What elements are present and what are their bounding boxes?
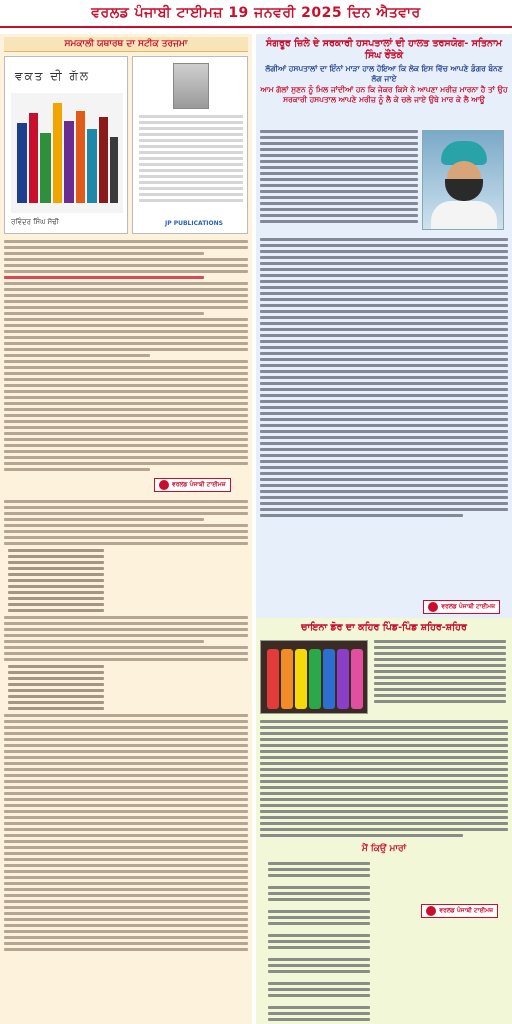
china-dor-text-intro — [374, 640, 506, 706]
china-dor-headline: ਚਾਇਨਾ ਡੋਰ ਦਾ ਕਹਿਰ ਪਿੰਡ-ਪਿੰਡ ਸ਼ਹਿਰ-ਸ਼ਹਿਰ — [301, 622, 467, 633]
left-column — [0, 34, 252, 1024]
badge-text: ਵਰਲਡ ਪੰਜਾਬੀ ਟਾਈਮਜ਼ — [439, 907, 493, 914]
masthead-title: ਵਰਲਡ ਪੰਜਾਬੀ ਟਾਈਮਜ਼ 19 ਜਨਵਰੀ 2025 ਦਿਨ ਐਤਵਾਰ — [91, 5, 421, 21]
hospital-text-body — [260, 238, 508, 520]
badge-text: ਵਰਲਡ ਪੰਜਾਬੀ ਟਾਈਮਜ਼ — [441, 603, 495, 610]
hospital-headline: ਸੰਗਰੂਰ ਜ਼ਿਲੇ ਦੇ ਸਰਕਾਰੀ ਹਸਪਤਾਲਾਂ ਦੀ ਹਾਲਤ ਤਰਸਯੋਗ- ਸਤਿਨਾਮ ਸਿੰਘ ਰੌਂਤੇਕੇ — [266, 38, 502, 61]
poem-badge — [421, 904, 498, 918]
left-article-text-3 — [4, 616, 248, 661]
logo-icon — [159, 480, 169, 490]
poem-lines — [268, 862, 388, 1024]
book-author: ਰਵਿੰਦਰ ਸਿੰਘ ਸੋਢੀ — [11, 218, 59, 226]
author-photo-small — [173, 63, 209, 109]
hospital-subhead-2: ਆਮ ਗੱਲਾਂ ਸੁਣਨ ਨੂੰ ਮਿਲ ਜਾਂਦੀਆਂ ਹਨ ਕਿ ਜੇਕਰ ਕਿਸੇ ਨੇ ਆਪਣਾ ਮਰੀਜ਼ ਮਾਰਨਾ ਹੈ ਤਾਂ ਉਹ ਸਰਕਾਰੀ ਹਸਪਤਾਲ ਆਪਣੇ ਮਰੀਜ਼ ਨੂੰ ਲੈ ਕੇ ਚਲੇ ਜਾਏ ਉਥੇ ਮਾਰ ਕੇ ਲੈ ਆਊ — [260, 85, 508, 104]
left-article-text-4 — [4, 714, 248, 951]
thread-spools-photo — [260, 640, 368, 714]
hospital-article — [256, 34, 512, 618]
china-dor-article — [256, 618, 512, 1024]
logo-icon — [426, 906, 436, 916]
book-cover-art — [11, 93, 123, 213]
book-title: ਵਕਤ ਦੀ ਗੱਲ — [15, 69, 91, 83]
publication-badge — [154, 478, 231, 492]
left-article-text-2 — [4, 500, 248, 545]
china-dor-text-body — [260, 720, 508, 840]
left-verse-2 — [8, 665, 248, 710]
back-cover-text — [139, 115, 243, 205]
masthead — [0, 0, 512, 28]
author-photo — [422, 130, 504, 230]
book-images — [4, 56, 248, 236]
logo-icon — [428, 602, 438, 612]
left-article-text-1 — [4, 240, 248, 471]
publisher-logo: JP PUBLICATIONS — [165, 220, 223, 227]
badge-text: ਵਰਲਡ ਪੰਜਾਬੀ ਟਾਈਮਜ਼ — [172, 481, 226, 488]
left-verse-1 — [8, 549, 248, 612]
hospital-badge — [423, 600, 500, 614]
hospital-text-intro — [260, 130, 418, 226]
poem-title: ਮੈਂ ਕਿਉਂ ਮਾਰਾਂ — [361, 844, 407, 854]
hospital-subhead: ਲੱਗੀਆਂ ਹਸਪਤਾਲਾਂ ਦਾ ਇੰਨਾਂ ਮਾੜਾ ਹਾਲ ਹੋਇਆ ਕਿ ਲੋਕ ਇਸ ਵਿੱਚ ਆਪਣੇ ਡੰਗਰ ਬੰਨਣ ਲੱਗ ਜਾਏ — [265, 64, 503, 83]
left-section-title: ਸਮਕਾਲੀ ਯਥਾਰਥ ਦਾ ਸਟੀਕ ਤਰਜਮਾ — [4, 37, 248, 52]
right-column — [256, 34, 512, 1024]
book-back-cover — [132, 56, 248, 234]
book-front-cover — [4, 56, 128, 234]
